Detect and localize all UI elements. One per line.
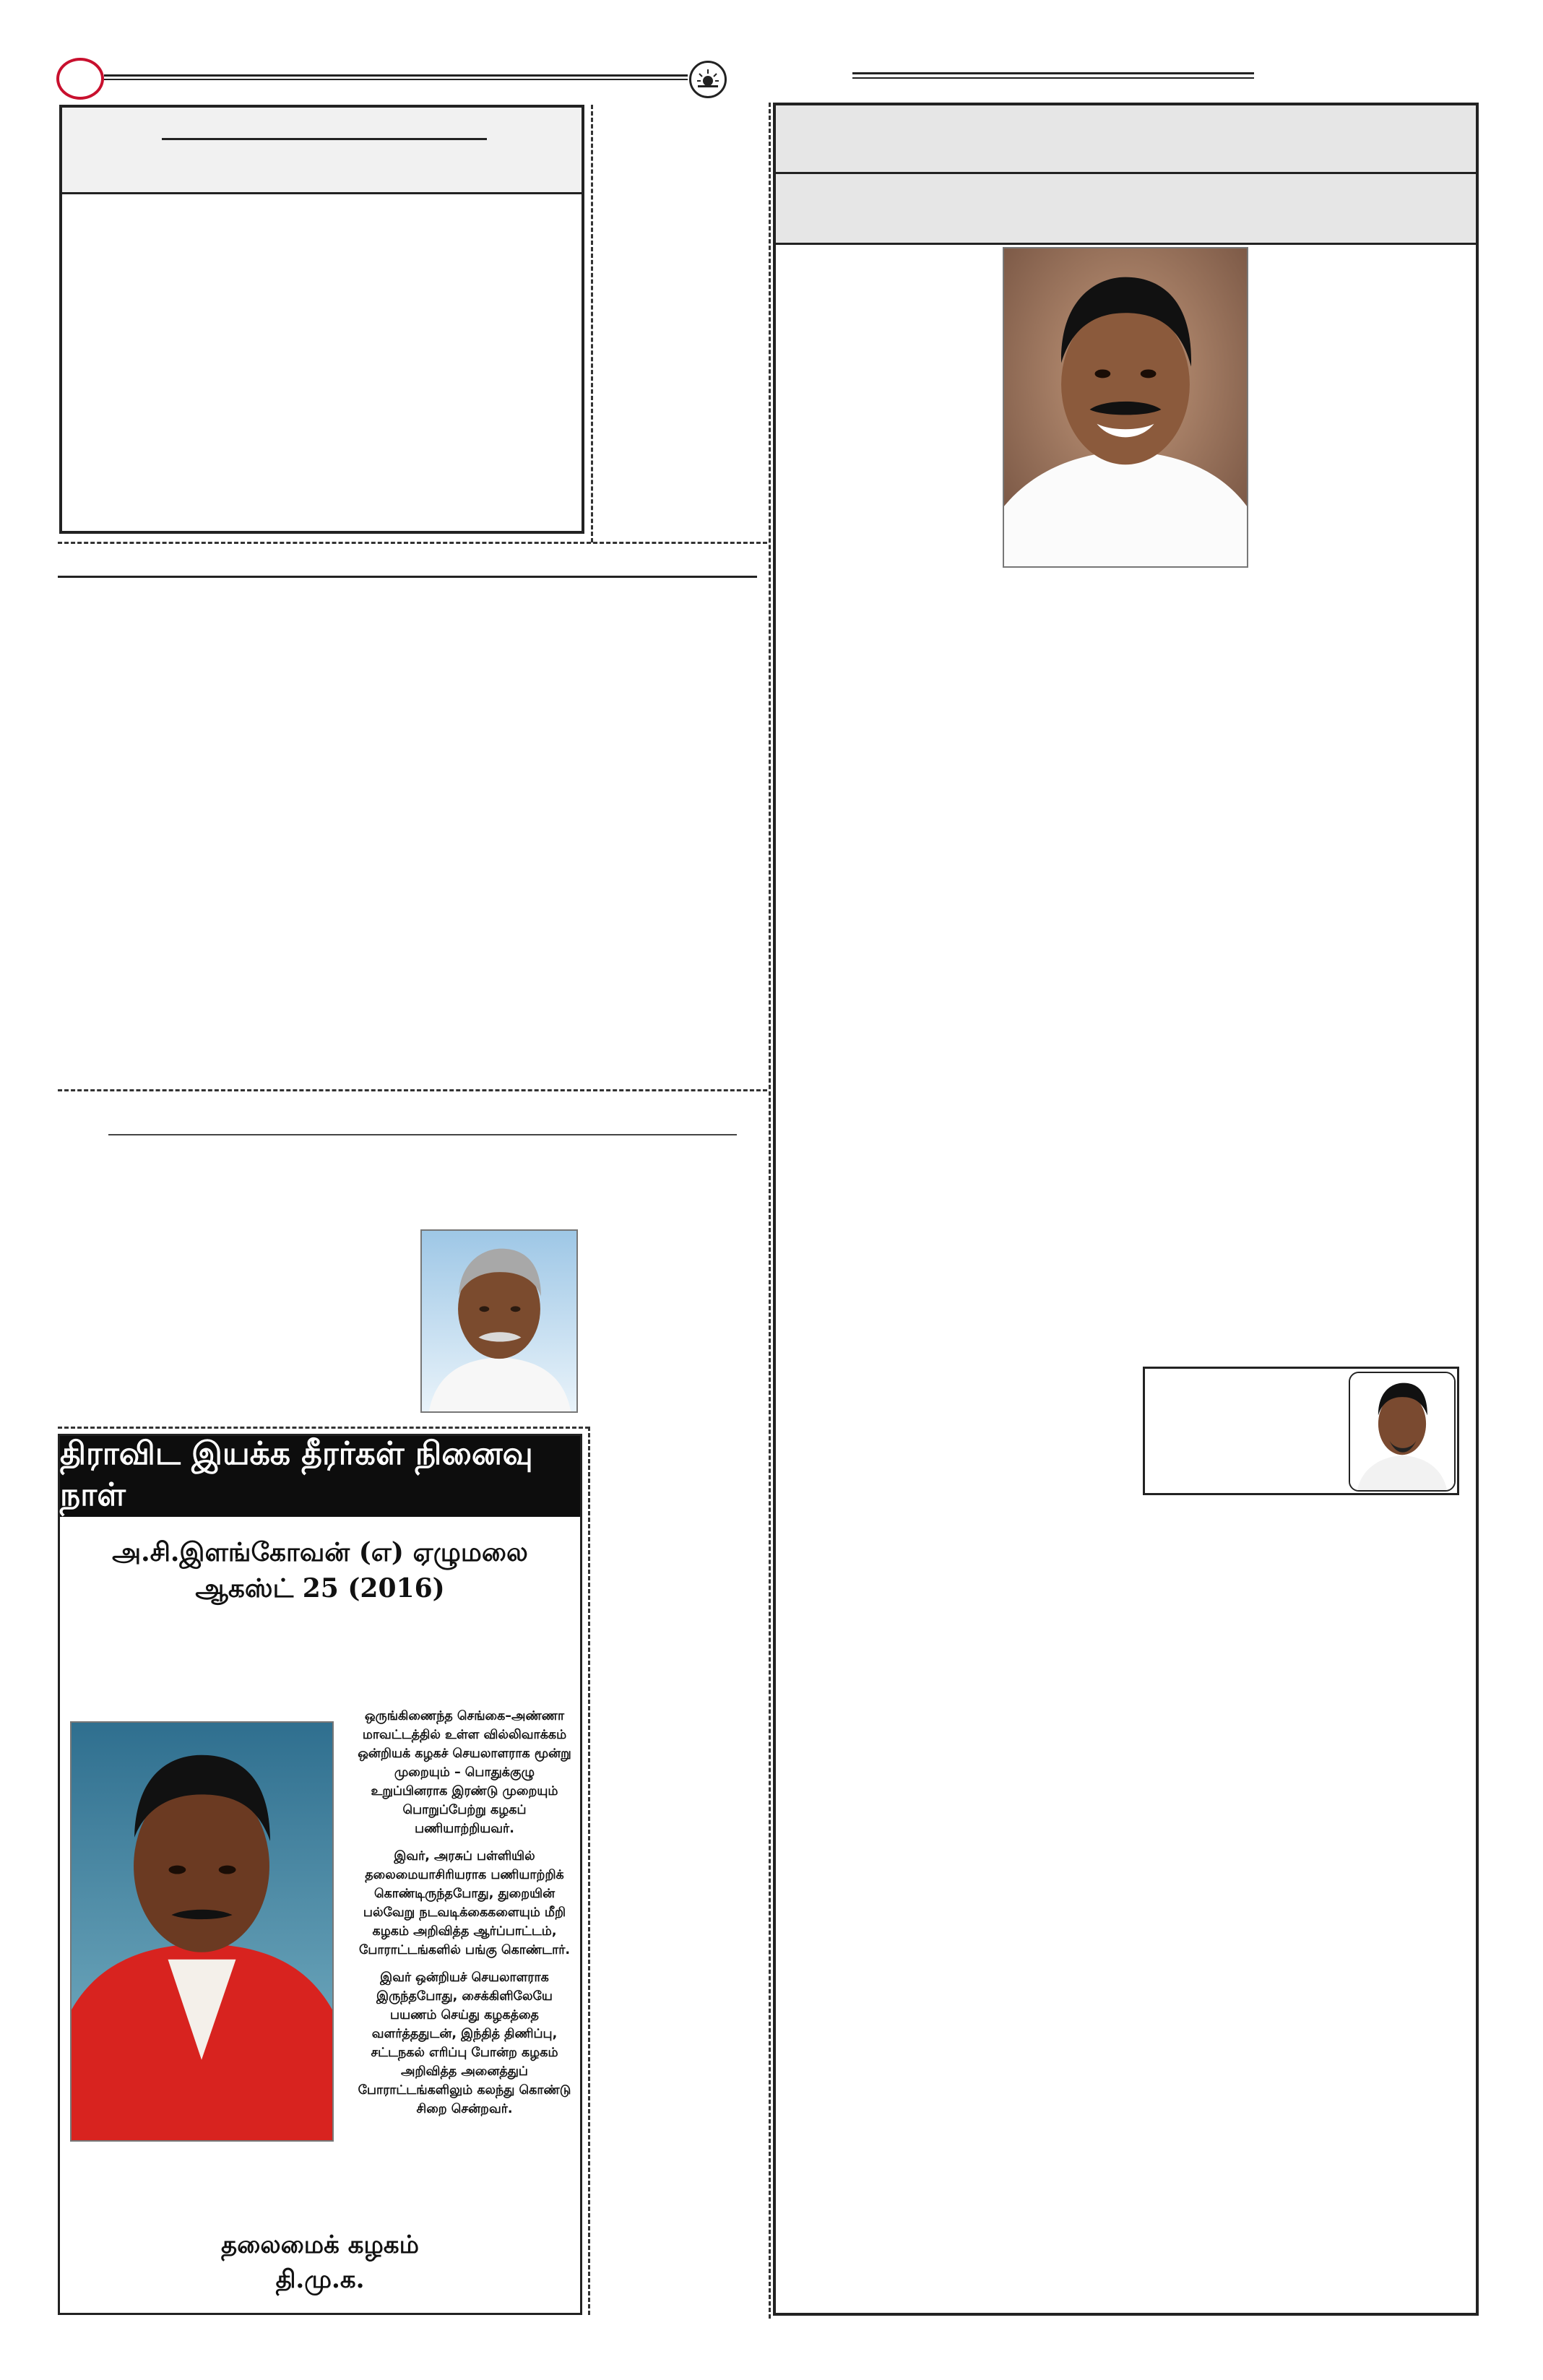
memorial-banner: திராவிட இயக்க தீரர்கள் நினைவு நாள்	[60, 1436, 580, 1517]
top-left-box-header	[62, 108, 582, 194]
memorial-signature-line1: தலைமைக் கழகம்	[221, 2230, 419, 2259]
portrait-young-man	[1349, 1372, 1456, 1492]
memorial-name: அ.சி.இளங்கோவன் (எ) ஏழுமலை	[112, 1537, 528, 1567]
rising-sun-emblem-icon	[689, 61, 727, 98]
top-left-box	[59, 105, 584, 534]
dashed-divider-vertical-top	[591, 105, 593, 542]
portrait-memorial	[70, 1721, 334, 2142]
top-left-box-rule	[162, 138, 487, 140]
memorial-signature-line2: தி.மு.க.	[275, 2265, 365, 2294]
memorial-paragraph: இவர், அரசுப் பள்ளியில் தலைமையாசிரியராக பணியாற்றிக் கொண்டிருந்தபோது, துறையின் பல்வேறு நடவடிக்கைகளையும் மீறி கழகம் அறிவித்த ஆர்ப்பாட்டம், போராட்டங்களில் பங்கு கொண்டார்.	[358, 1849, 571, 1957]
right-inset-box	[1143, 1367, 1459, 1495]
header-rule	[104, 74, 688, 80]
right-header-band-2	[776, 174, 1476, 245]
header-circle-mark	[56, 58, 104, 100]
memorial-date: ஆகஸ்ட் 25 (2016)	[195, 1573, 445, 1604]
portrait-leader	[1003, 247, 1248, 568]
memorial-paragraph: ஒருங்கிணைந்த செங்கை–அண்ணா மாவட்டத்தில் உள்ள வில்லிவாக்கம் ஒன்றியக் கழகச் செயலாளராக மூன்று முறையும் – பொதுக்குழு உறுப்பினராக இரண்டு முறையும் பொறுப்பேற்று கழகப் பணியாற்றியவர்.	[358, 1709, 571, 1836]
memorial-text	[356, 1707, 573, 2127]
dashed-divider-vertical-center	[769, 103, 771, 2319]
dashed-divider-horizontal-3	[58, 1427, 589, 1429]
dashed-divider-horizontal-2	[58, 1089, 767, 1091]
section-rule-2	[108, 1134, 737, 1135]
right-header-rule	[852, 72, 1254, 79]
dashed-divider-vertical-memorial	[588, 1427, 590, 2315]
section-rule-1	[58, 576, 757, 578]
right-header-band-1	[776, 105, 1476, 174]
dashed-divider-horizontal-1	[58, 542, 767, 544]
memorial-paragraph: இவர் ஒன்றியச் செயலாளராக இருந்தபோது, சைக்கிளிலேயே பயணம் செய்து கழகத்தை வளர்த்ததுடன், இந்தித் திணிப்பு, சட்டநகல் எரிப்பு போன்ற கழகம் அறிவித்த அனைத்துப் போராட்டங்களிலும் கலந்து கொண்டு சிறை சென்றவர்.	[358, 1970, 571, 2116]
memorial-notice	[58, 1434, 582, 2315]
portrait-elder	[420, 1229, 578, 1413]
